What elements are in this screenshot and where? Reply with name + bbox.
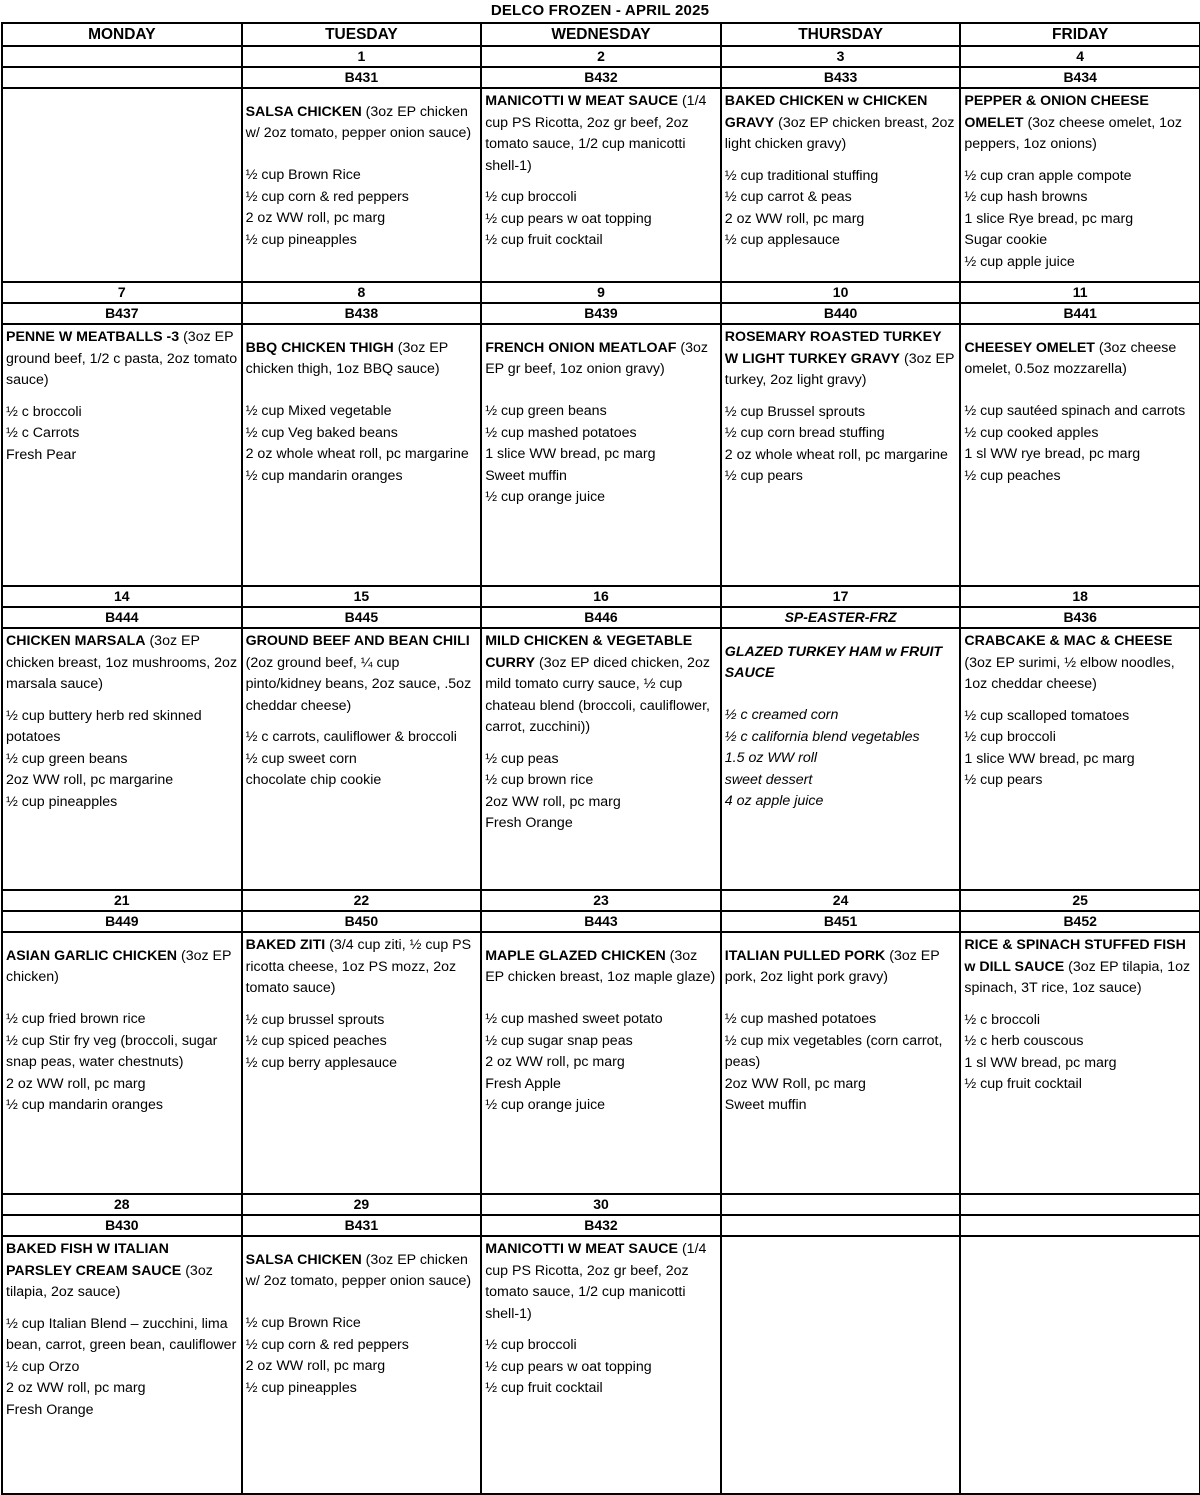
side-item: 4 oz apple juice xyxy=(724,793,824,809)
menu-content-row xyxy=(2,932,1200,1194)
side-item: 2 oz WW roll, pc marg xyxy=(245,1358,386,1374)
day-number: 25 xyxy=(960,890,1200,911)
date-row xyxy=(2,46,1200,67)
menu-code-row xyxy=(2,607,1200,628)
date-row xyxy=(2,1194,1200,1215)
meal-cell xyxy=(960,628,1200,890)
entree xyxy=(246,327,478,391)
side-item: ½ cup broccoli xyxy=(485,189,577,205)
side-item: Sugar cookie xyxy=(964,232,1048,248)
entree-detail: (3oz EP ground beef, 1/2 c pasta, 2oz tomato sauce) xyxy=(6,329,238,388)
day-number xyxy=(721,1194,961,1215)
side-item: ½ cup carrot & peas xyxy=(724,189,852,205)
side-item: ½ cup fruit cocktail xyxy=(485,232,603,248)
meal-cell xyxy=(721,628,961,890)
side-item: 2 oz WW roll, pc marg xyxy=(485,1054,625,1070)
side-item: ½ cup Veg baked beans xyxy=(245,424,398,441)
side-item: ½ c california blend vegetables xyxy=(724,728,920,745)
side-item: 2 oz WW roll, pc marg xyxy=(245,210,386,226)
menu-content-row xyxy=(2,1236,1200,1494)
entree xyxy=(725,91,957,156)
entree xyxy=(6,327,238,392)
day-number: 4 xyxy=(960,46,1200,67)
entree-detail: (3oz EP turkey, 2oz light gravy) xyxy=(724,350,955,388)
entree-detail: (1/4 cup PS Ricotta, 2oz gr beef, 2oz tomato sauce, 1/2 cup manicotti shell-1) xyxy=(485,1241,707,1322)
menu-code: B444 xyxy=(2,607,242,628)
entree-name: ASIAN GARLIC CHICKEN xyxy=(6,947,178,964)
side-item: ½ cup broccoli xyxy=(485,1337,577,1353)
side-item: 2 oz whole wheat roll, pc margarine xyxy=(724,446,948,463)
entree xyxy=(485,91,717,177)
side-item: Sweet muffin xyxy=(724,1097,807,1113)
side-item: ½ cup mashed potatoes xyxy=(485,424,637,441)
menu-code: B452 xyxy=(960,911,1200,932)
entree xyxy=(725,327,957,392)
meal-cell xyxy=(481,1236,721,1494)
side-item: ½ c broccoli xyxy=(964,1011,1041,1028)
side-item: 1 sl WW bread, pc marg xyxy=(964,1054,1117,1071)
side-item: Sweet muffin xyxy=(485,467,567,484)
entree-name: BAKED ZITI xyxy=(245,937,326,953)
weekday-header: TUESDAY xyxy=(242,23,482,46)
side-item: ½ cup fried brown rice xyxy=(6,1011,146,1027)
meal-cell xyxy=(721,324,961,586)
menu-code: B431 xyxy=(242,67,482,88)
entree xyxy=(246,91,478,155)
entree-name: PENNE W MEATBALLS -3 xyxy=(6,329,180,345)
side-item: ½ cup berry applesauce xyxy=(245,1054,398,1071)
side-item: ½ cup peaches xyxy=(964,467,1061,484)
side-item: ½ cup sugar snap peas xyxy=(485,1032,633,1049)
entree-detail: (3oz tilapia, 2oz sauce) xyxy=(6,1262,213,1300)
entree-detail: (3oz EP chicken breast, 1oz maple glaze) xyxy=(485,947,716,985)
menu-code: B432 xyxy=(481,1215,721,1236)
side-item: 1 sl WW rye bread, pc marg xyxy=(964,446,1141,462)
meal-cell xyxy=(721,1236,961,1494)
side-item: 2oz WW roll, pc marg xyxy=(485,793,621,810)
side-item: ½ cup mashed sweet potato xyxy=(485,1011,663,1027)
day-number: 30 xyxy=(481,1194,721,1215)
day-number: 11 xyxy=(960,282,1200,303)
side-item: ½ cup mandarin oranges xyxy=(6,1097,163,1113)
menu-code-row xyxy=(2,67,1200,88)
meal-cell xyxy=(960,88,1200,282)
entree-name: BAKED CHICKEN w CHICKEN GRAVY xyxy=(724,93,928,131)
side-item: ½ cup pears w oat topping xyxy=(485,1358,652,1375)
meal-cell xyxy=(721,932,961,1194)
day-number: 22 xyxy=(242,890,482,911)
meal-cell xyxy=(960,324,1200,586)
entree xyxy=(964,91,1196,156)
side-item: ½ cup cran apple compote xyxy=(964,167,1132,184)
menu-code: B441 xyxy=(960,303,1200,324)
meal-cell xyxy=(2,628,242,890)
side-item: ½ cup corn bread stuffing xyxy=(724,425,885,441)
side-item: ½ cup pears xyxy=(964,772,1043,788)
meal-cell xyxy=(242,88,482,282)
side-item: ½ cup orange juice xyxy=(485,489,606,505)
menu-code: SP-EASTER-FRZ xyxy=(721,607,961,628)
entree-detail: (3oz EP chicken w/ 2oz tomato, pepper onion sauce) xyxy=(245,103,472,141)
side-item: chocolate chip cookie xyxy=(245,772,382,788)
side-item: ½ cup green beans xyxy=(485,403,607,419)
menu-code-row xyxy=(2,1215,1200,1236)
entree-name: RICE & SPINACH STUFFED FISH w DILL SAUCE xyxy=(964,937,1186,975)
side-item: sweet dessert xyxy=(724,771,813,788)
day-number: 1 xyxy=(242,46,482,67)
entree-detail: (3oz cheese omelet, 0.5oz mozzarella) xyxy=(964,339,1177,377)
entree-name: ITALIAN PULLED PORK xyxy=(724,947,886,964)
side-item: ½ c herb couscous xyxy=(964,1033,1084,1049)
side-item: ½ cup pears w oat topping xyxy=(485,210,652,227)
entree xyxy=(6,631,238,696)
day-number xyxy=(2,46,242,67)
date-row xyxy=(2,890,1200,911)
meal-cell xyxy=(2,1236,242,1494)
day-number: 9 xyxy=(481,282,721,303)
side-item: ½ cup Italian Blend – zucchini, lima bean, carrot, green bean, cauliflower xyxy=(6,1315,237,1353)
entree-detail: (3oz cheese omelet, 1oz peppers, 1oz onions) xyxy=(964,114,1183,152)
side-item: ½ cup Brussel sprouts xyxy=(724,403,866,420)
side-item: ½ c creamed corn xyxy=(724,707,839,723)
side-item: ½ cup peas xyxy=(485,750,559,767)
meal-cell xyxy=(960,1236,1200,1494)
side-item: ½ cup applesauce xyxy=(724,232,840,248)
side-item: ½ cup sweet corn xyxy=(245,750,357,767)
menu-code: B450 xyxy=(242,911,482,932)
side-item: ½ cup pineapples xyxy=(245,231,357,248)
day-number: 2 xyxy=(481,46,721,67)
day-number: 10 xyxy=(721,282,961,303)
side-item: ½ c Carrots xyxy=(6,425,80,441)
menu-code: B437 xyxy=(2,303,242,324)
entree-name: SALSA CHICKEN xyxy=(245,1251,362,1268)
side-item: 2oz WW Roll, pc marg xyxy=(724,1075,866,1092)
menu-code: B432 xyxy=(481,67,721,88)
side-item: ½ cup fruit cocktail xyxy=(964,1076,1082,1092)
side-item: 2 oz WW roll, pc marg xyxy=(724,210,865,227)
entree-detail: (3/4 cup ziti, ½ cup PS ricotta cheese, 1oz PS mozz, 2oz tomato sauce) xyxy=(245,937,472,996)
day-number: 14 xyxy=(2,586,242,607)
day-number: 29 xyxy=(242,1194,482,1215)
entree xyxy=(964,935,1196,1000)
menu-code xyxy=(960,1215,1200,1236)
entree xyxy=(725,935,957,999)
side-item: ½ cup brown rice xyxy=(485,772,594,788)
weekday-header: FRIDAY xyxy=(960,23,1200,46)
meal-cell xyxy=(481,932,721,1194)
weekday-header: WEDNESDAY xyxy=(481,23,721,46)
day-number: 8 xyxy=(242,282,482,303)
side-item: ½ cup spiced peaches xyxy=(245,1033,387,1049)
entree-detail: (3oz EP chicken breast, 1oz mushrooms, 2oz marsala sauce) xyxy=(6,633,238,692)
entree-name: CHEESEY OMELET xyxy=(964,339,1095,356)
entree-name: GROUND BEEF AND BEAN CHILI xyxy=(245,633,470,649)
entree-name: MANICOTTI W MEAT SAUCE xyxy=(485,1241,679,1257)
entree xyxy=(246,631,478,717)
entree-detail: (3oz EP chicken) xyxy=(6,947,232,985)
entree xyxy=(246,935,478,1000)
menu-content-row xyxy=(2,88,1200,282)
entree xyxy=(725,631,957,695)
entree-name: CHICKEN MARSALA xyxy=(6,633,146,649)
entree xyxy=(485,1239,717,1325)
day-number: 16 xyxy=(481,586,721,607)
meal-cell xyxy=(481,628,721,890)
side-item: ½ cup pineapples xyxy=(245,1379,357,1396)
menu-code: B436 xyxy=(960,607,1200,628)
menu-code: B449 xyxy=(2,911,242,932)
side-item: 1.5 oz WW roll xyxy=(724,750,818,766)
day-number: 7 xyxy=(2,282,242,303)
entree-name: FRENCH ONION MEATLOAF xyxy=(485,339,677,356)
day-number: 23 xyxy=(481,890,721,911)
meal-cell xyxy=(721,88,961,282)
day-number xyxy=(960,1194,1200,1215)
day-number: 15 xyxy=(242,586,482,607)
menu-code: B438 xyxy=(242,303,482,324)
side-item: ½ cup mandarin oranges xyxy=(245,467,403,484)
menu-code: B430 xyxy=(2,1215,242,1236)
side-item: ½ cup pineapples xyxy=(6,793,118,810)
entree xyxy=(485,327,717,391)
entree-name: MANICOTTI W MEAT SAUCE xyxy=(485,93,679,109)
side-item: 2 oz WW roll, pc marg xyxy=(6,1075,146,1092)
side-item: ½ c broccoli xyxy=(6,403,82,420)
side-item: ½ cup green beans xyxy=(6,750,128,767)
entree-detail: (3oz EP gr beef, 1oz onion gravy) xyxy=(485,339,708,377)
entree-name: ROSEMARY ROASTED TURKEY W LIGHT TURKEY GRAVY xyxy=(724,329,942,367)
side-item: ½ cup corn & red peppers xyxy=(245,188,409,205)
entree xyxy=(246,1239,478,1303)
entree xyxy=(6,935,238,999)
entree-name: MAPLE GLAZED CHICKEN xyxy=(485,947,666,964)
day-number: 24 xyxy=(721,890,961,911)
side-item: ½ cup corn & red peppers xyxy=(245,1336,409,1353)
side-item: ½ cup orange juice xyxy=(485,1097,606,1113)
meal-cell xyxy=(242,324,482,586)
entree-name: PEPPER & ONION CHEESE OMELET xyxy=(964,93,1149,131)
side-item: ½ cup mashed potatoes xyxy=(724,1011,877,1027)
side-item: ½ cup Stir fry veg (broccoli, sugar snap peas, water chestnuts) xyxy=(6,1032,218,1070)
side-item: ½ cup broccoli xyxy=(964,729,1056,745)
meal-cell xyxy=(242,1236,482,1494)
side-item: ½ cup Brown Rice xyxy=(245,1315,361,1331)
side-item: 1 slice WW bread, pc marg xyxy=(964,750,1135,767)
entree-detail: (3oz EP chicken thigh, 1oz BBQ sauce) xyxy=(245,339,448,377)
menu-code xyxy=(721,1215,961,1236)
side-item: ½ cup buttery herb red skinned potatoes xyxy=(6,707,202,745)
entree-detail: (3oz EP diced chicken, 2oz mild tomato curry sauce, ½ cup chateau blend (broccoli, cauliflower, carrot, zucchini)) xyxy=(485,654,710,735)
side-item: ½ c carrots, cauliflower & broccoli xyxy=(245,729,457,745)
page-title: DELCO FROZEN - APRIL 2025 xyxy=(490,2,710,19)
date-row xyxy=(2,586,1200,607)
meal-cell xyxy=(2,88,242,282)
side-item: ½ cup hash browns xyxy=(964,189,1088,205)
entree-detail: (1/4 cup PS Ricotta, 2oz gr beef, 2oz tomato sauce, 1/2 cup manicotti shell-1) xyxy=(485,93,707,174)
side-item: Fresh Orange xyxy=(485,815,573,831)
side-item: ½ cup sautéed spinach and carrots xyxy=(964,403,1186,419)
date-row xyxy=(2,282,1200,303)
menu-code: B434 xyxy=(960,67,1200,88)
day-number: 21 xyxy=(2,890,242,911)
day-number: 28 xyxy=(2,1194,242,1215)
day-number: 17 xyxy=(721,586,961,607)
menu-code: B443 xyxy=(481,911,721,932)
side-item: Fresh Apple xyxy=(485,1075,561,1092)
menu-calendar-table xyxy=(1,22,1200,1495)
entree-name: MILD CHICKEN & VEGETABLE CURRY xyxy=(485,633,693,671)
menu-code-row xyxy=(2,911,1200,932)
entree xyxy=(964,327,1196,391)
side-item: 1 slice Rye bread, pc marg xyxy=(964,210,1134,227)
side-item: ½ cup scalloped tomatoes xyxy=(964,707,1130,724)
side-item: ½ cup brussel sprouts xyxy=(245,1011,385,1028)
meal-cell xyxy=(2,324,242,586)
meal-cell xyxy=(242,932,482,1194)
entree-detail: (2oz ground beef, ¼ cup pinto/kidney beans, 2oz sauce, .5oz cheddar cheese) xyxy=(245,654,472,714)
side-item: ½ cup mix vegetables (corn carrot, peas) xyxy=(724,1032,943,1070)
entree-detail: (3oz EP surimi, ½ elbow noodles, 1oz cheddar cheese) xyxy=(964,654,1175,692)
side-item: ½ cup Mixed vegetable xyxy=(245,403,392,419)
side-item: ½ cup Orzo xyxy=(6,1358,80,1375)
meal-cell xyxy=(481,324,721,586)
day-number: 18 xyxy=(960,586,1200,607)
side-item: Fresh Pear xyxy=(6,446,77,463)
entree-name: CRABCAKE & MAC & CHEESE xyxy=(964,633,1173,649)
menu-content-row xyxy=(2,628,1200,890)
meal-cell xyxy=(960,932,1200,1194)
weekday-header: THURSDAY xyxy=(721,23,961,46)
menu-code: B433 xyxy=(721,67,961,88)
side-item: 2 oz whole wheat roll, pc margarine xyxy=(245,446,469,462)
menu-code-row xyxy=(2,303,1200,324)
menu-code: B451 xyxy=(721,911,961,932)
menu-code: B439 xyxy=(481,303,721,324)
entree xyxy=(485,631,717,739)
side-item: 2oz WW roll, pc margarine xyxy=(6,772,174,788)
weekday-header: MONDAY xyxy=(2,23,242,46)
weekday-header-row xyxy=(2,23,1200,46)
meal-cell xyxy=(2,932,242,1194)
meal-cell xyxy=(481,88,721,282)
entree xyxy=(485,935,717,999)
side-item: ½ cup traditional stuffing xyxy=(724,167,879,184)
entree-name: BBQ CHICKEN THIGH xyxy=(245,339,394,356)
day-number: 3 xyxy=(721,46,961,67)
side-item: ½ cup cooked apples xyxy=(964,424,1099,441)
menu-content-row xyxy=(2,324,1200,586)
entree-name: SALSA CHICKEN xyxy=(245,103,362,120)
entree-detail: (3oz EP chicken w/ 2oz tomato, pepper onion sauce) xyxy=(245,1251,472,1289)
side-item: ½ cup pears xyxy=(724,468,803,484)
side-item: ½ cup apple juice xyxy=(964,253,1075,270)
side-item: ½ cup Brown Rice xyxy=(245,167,361,183)
entree-name: GLAZED TURKEY HAM w FRUIT SAUCE xyxy=(724,643,943,681)
entree-name: BAKED FISH W ITALIAN PARSLEY CREAM SAUCE xyxy=(6,1241,182,1279)
menu-code: B446 xyxy=(481,607,721,628)
side-item: ½ cup fruit cocktail xyxy=(485,1380,603,1396)
menu-code: B445 xyxy=(242,607,482,628)
side-item: 1 slice WW bread, pc marg xyxy=(485,446,656,462)
meal-cell xyxy=(242,628,482,890)
entree-detail: (3oz EP chicken breast, 2oz light chicken gravy) xyxy=(724,114,955,152)
side-item: Fresh Orange xyxy=(6,1401,94,1418)
menu-code: B440 xyxy=(721,303,961,324)
menu-code xyxy=(2,67,242,88)
side-item: 2 oz WW roll, pc marg xyxy=(6,1380,146,1396)
menu-code: B431 xyxy=(242,1215,482,1236)
entree-detail: (3oz EP tilapia, 1oz spinach, 3T rice, 1oz sauce) xyxy=(964,958,1191,996)
entree xyxy=(6,1239,238,1304)
entree xyxy=(964,631,1196,696)
entree-detail: (3oz EP pork, 2oz light pork gravy) xyxy=(724,947,940,985)
